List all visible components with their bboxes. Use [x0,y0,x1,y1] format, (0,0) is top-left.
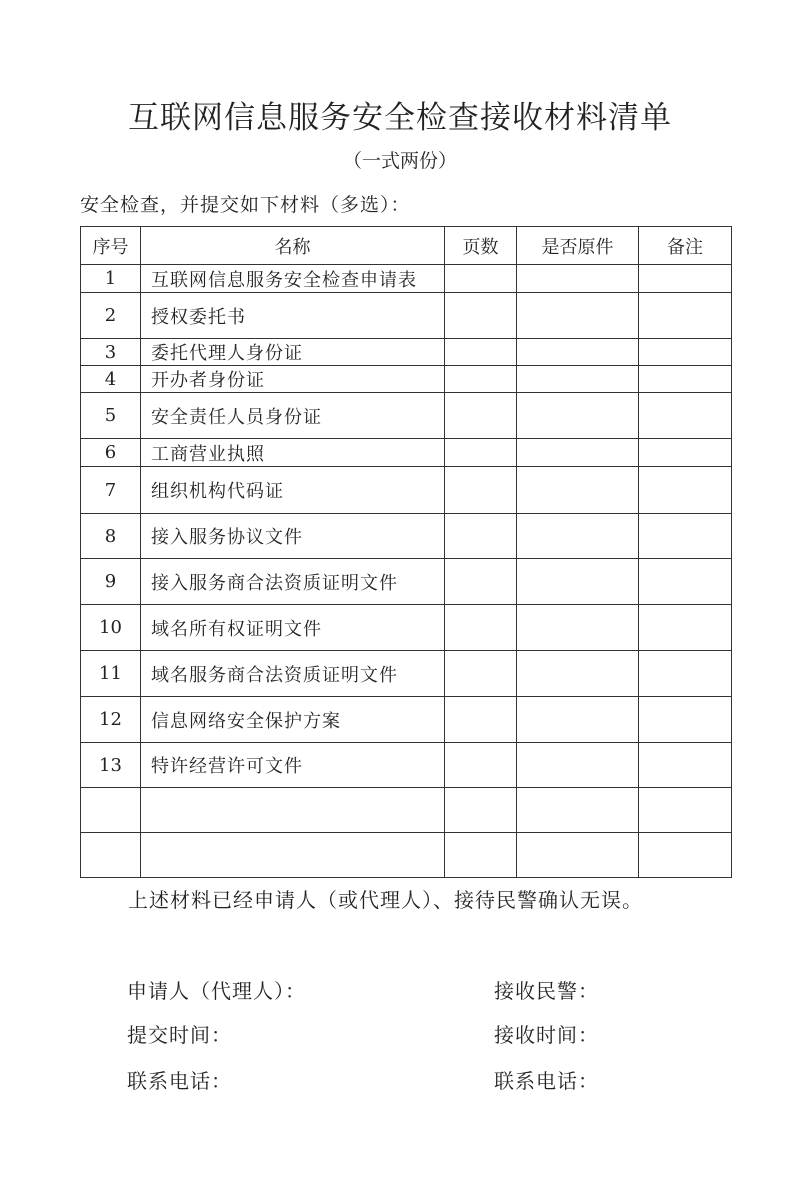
table-row [81,743,732,788]
pages-cell [445,651,517,697]
table-header-row [81,227,732,265]
row-number [81,833,141,878]
confirmation-text: 上述材料已经申请人（或代理人）、接待民警确认无误。 [128,888,643,912]
pages-cell [445,467,517,514]
remarks-cell [639,514,732,559]
table-row [81,467,732,514]
pages-cell [445,265,517,293]
table-row [81,293,732,339]
row-number: 8 [81,514,141,559]
pages-cell [445,559,517,605]
pages-cell [445,514,517,559]
pages-cell [445,788,517,833]
pages-cell [445,697,517,743]
original-cell [517,293,639,339]
table-row [81,514,732,559]
material-name: 域名服务商合法资质证明文件 [141,651,445,697]
applicant-label: 申请人（代理人）： [127,979,306,1003]
original-cell [517,366,639,393]
original-cell [517,467,639,514]
row-number: 4 [81,366,141,393]
original-cell [517,833,639,878]
row-number: 9 [81,559,141,605]
material-name: 开办者身份证 [141,366,445,393]
row-number: 5 [81,393,141,439]
officer-label: 接收民警： [494,979,599,1003]
row-number: 2 [81,293,141,339]
table-row [81,559,732,605]
materials-table [80,226,732,878]
table-row [81,265,732,293]
original-cell [517,605,639,651]
remarks-cell [639,467,732,514]
original-cell [517,743,639,788]
document-title: 互联网信息服务安全检查接收材料清单 [128,100,672,136]
material-name: 信息网络安全保护方案 [141,697,445,743]
pages-cell [445,743,517,788]
remarks-cell [639,339,732,366]
material-name: 委托代理人身份证 [141,339,445,366]
remarks-cell [639,393,732,439]
material-name [141,788,445,833]
table-row [81,651,732,697]
pages-cell [445,339,517,366]
header-remarks: 备注 [639,227,732,265]
row-number: 12 [81,697,141,743]
pages-cell [445,293,517,339]
table-row [81,393,732,439]
table-row [81,833,732,878]
table-row [81,439,732,467]
receive-time-label: 接收时间： [494,1023,599,1047]
remarks-cell [639,788,732,833]
remarks-cell [639,293,732,339]
pages-cell [445,605,517,651]
row-number: 7 [81,467,141,514]
row-number: 13 [81,743,141,788]
material-name: 安全责任人员身份证 [141,393,445,439]
pages-cell [445,833,517,878]
original-cell [517,559,639,605]
pages-cell [445,393,517,439]
table-row [81,366,732,393]
applicant-phone-label: 联系电话： [127,1069,232,1093]
material-name: 接入服务协议文件 [141,514,445,559]
header-name: 名称 [141,227,445,265]
row-number: 6 [81,439,141,467]
original-cell [517,788,639,833]
material-name [141,833,445,878]
officer-phone-label: 联系电话： [494,1069,599,1093]
row-number [81,788,141,833]
material-name: 互联网信息服务安全检查申请表 [141,265,445,293]
table-row [81,697,732,743]
header-original: 是否原件 [517,227,639,265]
remarks-cell [639,366,732,393]
row-number: 3 [81,339,141,366]
header-index: 序号 [81,227,141,265]
row-number: 11 [81,651,141,697]
remarks-cell [639,265,732,293]
original-cell [517,265,639,293]
row-number: 10 [81,605,141,651]
original-cell [517,651,639,697]
original-cell [517,697,639,743]
material-name: 接入服务商合法资质证明文件 [141,559,445,605]
remarks-cell [639,833,732,878]
intro-text: 安全检查，并提交如下材料（多选）： [80,194,411,216]
material-name: 组织机构代码证 [141,467,445,514]
remarks-cell [639,651,732,697]
original-cell [517,393,639,439]
original-cell [517,339,639,366]
material-name: 工商营业执照 [141,439,445,467]
remarks-cell [639,697,732,743]
row-number: 1 [81,265,141,293]
table-row [81,605,732,651]
material-name: 域名所有权证明文件 [141,605,445,651]
pages-cell [445,366,517,393]
document-subtitle: （一式两份） [342,150,457,172]
remarks-cell [639,605,732,651]
remarks-cell [639,743,732,788]
table-row [81,788,732,833]
remarks-cell [639,439,732,467]
remarks-cell [639,559,732,605]
pages-cell [445,439,517,467]
material-name: 授权委托书 [141,293,445,339]
header-pages: 页数 [445,227,517,265]
original-cell [517,439,639,467]
table-row [81,339,732,366]
submit-time-label: 提交时间： [127,1023,232,1047]
material-name: 特许经营许可文件 [141,743,445,788]
original-cell [517,514,639,559]
